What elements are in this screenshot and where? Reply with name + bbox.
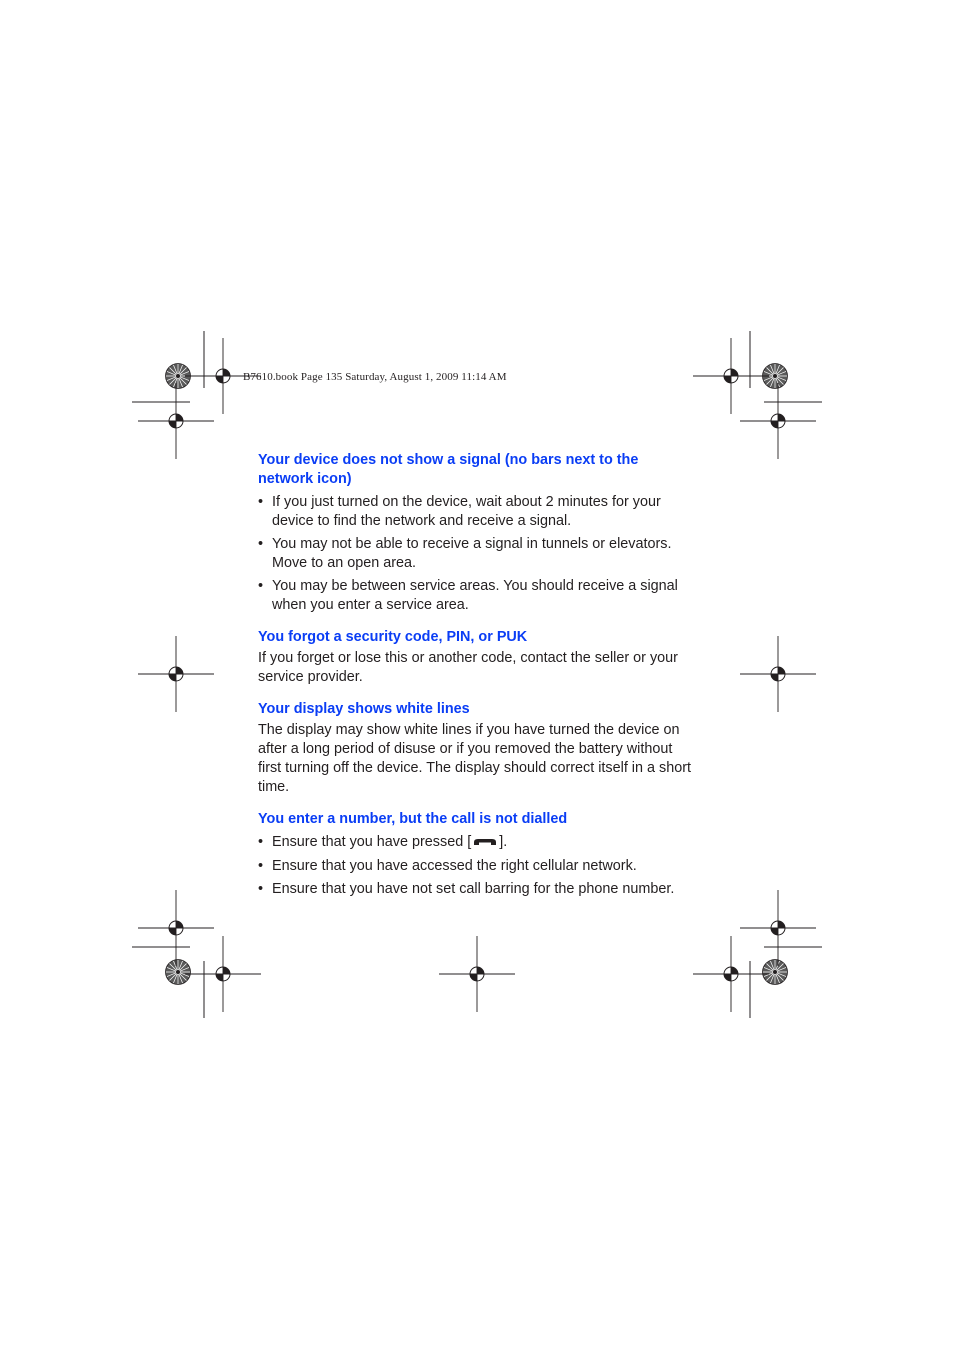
list-item xyxy=(258,535,698,572)
page-content xyxy=(258,451,698,899)
bullet: • xyxy=(258,881,264,898)
list-item xyxy=(258,833,698,852)
section-heading: Your device does not show a signal (no bars next to the network icon) xyxy=(258,452,639,487)
bullet-list xyxy=(258,833,698,899)
book-slug-line: B7610.book Page 135 Saturday, August 1, 2009 11:14 AM xyxy=(243,371,507,383)
section-paragraph: The display may show white lines if you have turned the device on after a long period of disuse or if you removed the battery without first turning off the device. The display should correct itself in a short time. xyxy=(258,722,692,795)
bullet: • xyxy=(258,834,264,851)
list-item-text: You may be between service areas. You should receive a signal when you enter a service area. xyxy=(272,578,678,613)
bullet-list xyxy=(258,493,698,614)
bullet: • xyxy=(258,578,264,594)
list-item-text: Ensure that you have pressed [ xyxy=(272,834,472,851)
list-item-text: Ensure that you have not set call barring for the phone number. xyxy=(272,881,675,898)
section-heading: You enter a number, but the call is not dialled xyxy=(258,811,568,828)
list-item-text: If you just turned on the device, wait about 2 minutes for your device to find the network and receive a signal. xyxy=(272,494,661,529)
list-item xyxy=(258,857,698,876)
list-item-text: ]. xyxy=(499,834,508,851)
section-heading: You forgot a security code, PIN, or PUK xyxy=(258,629,528,645)
bullet: • xyxy=(258,494,264,510)
section-paragraph: If you forget or lose this or another code, contact the seller or your service provider. xyxy=(258,650,678,685)
bullet: • xyxy=(258,857,264,874)
list-item xyxy=(258,493,698,530)
list-item xyxy=(258,577,698,614)
call-key-icon xyxy=(472,836,498,848)
bullet: • xyxy=(258,536,264,552)
section-heading: Your display shows white lines xyxy=(258,701,470,718)
list-item xyxy=(258,880,698,899)
list-item-text: Ensure that you have accessed the right cellular network. xyxy=(272,857,637,874)
list-item-text: You may not be able to receive a signal in tunnels or elevators. Move to an open area. xyxy=(272,536,672,571)
